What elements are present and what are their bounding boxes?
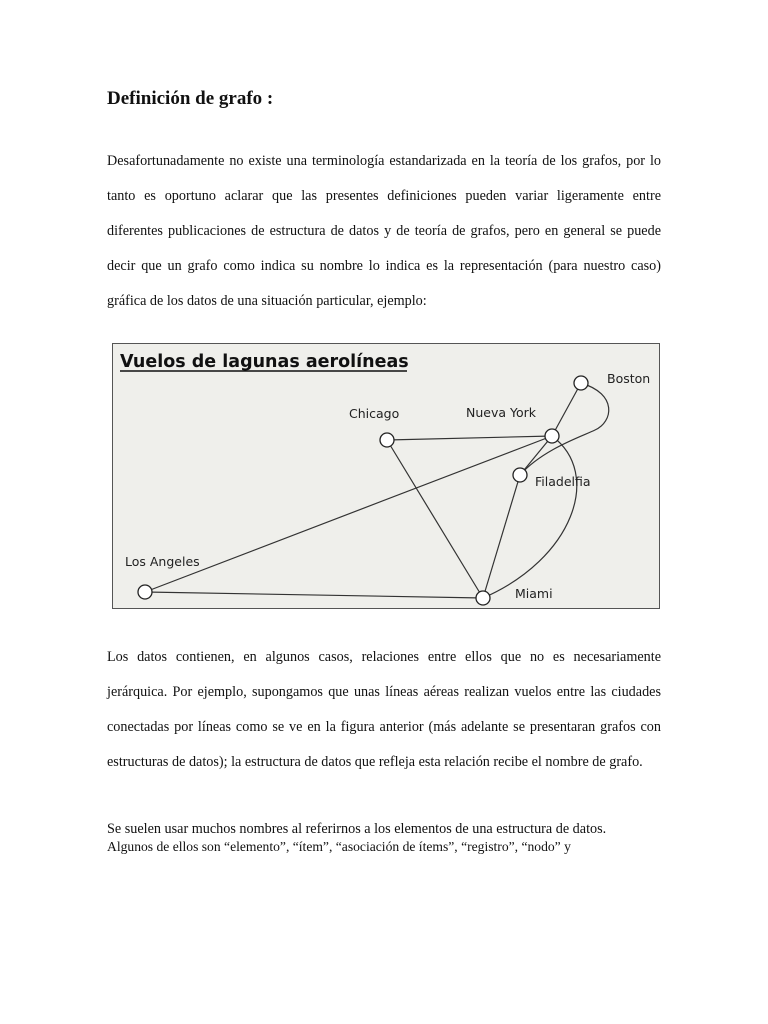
label-filadelfia: Filadelfia <box>535 474 591 489</box>
figure-title: Vuelos de lagunas aerolíneas <box>120 352 409 372</box>
node-los-angeles <box>138 585 152 599</box>
closing-line-1: Se suelen usar muchos nombres al referirnos a los elementos de una estructura de datos. <box>107 821 607 837</box>
closing-paragraph <box>107 820 661 856</box>
edge-los-angeles-nueva-york <box>145 436 552 592</box>
edge-filadelfia-miami <box>483 475 520 598</box>
label-nueva-york: Nueva York <box>466 405 536 420</box>
node-miami <box>476 591 490 605</box>
label-miami: Miami <box>515 586 553 601</box>
node-boston <box>574 376 588 390</box>
label-los-angeles: Los Angeles <box>125 554 200 569</box>
edge-chicago-miami <box>387 440 483 598</box>
edge-chicago-nueva-york <box>387 436 552 440</box>
node-chicago <box>380 433 394 447</box>
closing-line-2: Algunos de ellos son “elemento”, “ítem”, “asociación de ítems”, “registro”, “nodo” y <box>107 839 571 854</box>
flight-graph-svg <box>113 344 660 609</box>
label-boston: Boston <box>607 371 651 386</box>
label-chicago: Chicago <box>349 406 400 421</box>
edge-boston-nueva-york <box>552 383 581 436</box>
node-nueva-york <box>545 429 559 443</box>
edge-los-angeles-miami <box>145 592 483 598</box>
edge-boston-filadelfia <box>520 383 609 475</box>
edge-nueva-york-miami <box>483 436 577 598</box>
intro-paragraph: Desafortunadamente no existe una terminología estandarizada en la teoría de los grafos, por lo tanto es oportuno aclarar que las presentes definiciones pueden variar ligeramente entre diferentes publicaciones de estructura de datos y de teoría de grafos, pero en general se puede decir que un grafo como indica su nombre lo indica es la representación (para nuestro caso) gráfica de los datos de una situación particular, ejemplo: <box>107 153 661 309</box>
flight-graph-figure <box>112 343 660 609</box>
page-heading: Definición de grafo : <box>107 88 274 109</box>
body-paragraph: Los datos contienen, en algunos casos, relaciones entre ellos que no es necesariamente jerárquica. Por ejemplo, supongamos que unas líneas aéreas realizan vuelos entre las ciudades conectadas por líneas como se ve en la figura anterior (más adelante se presentaran grafos con estructuras de datos); la estructura de datos que refleja esta relación recibe el nombre de grafo. <box>107 649 661 770</box>
node-filadelfia <box>513 468 527 482</box>
